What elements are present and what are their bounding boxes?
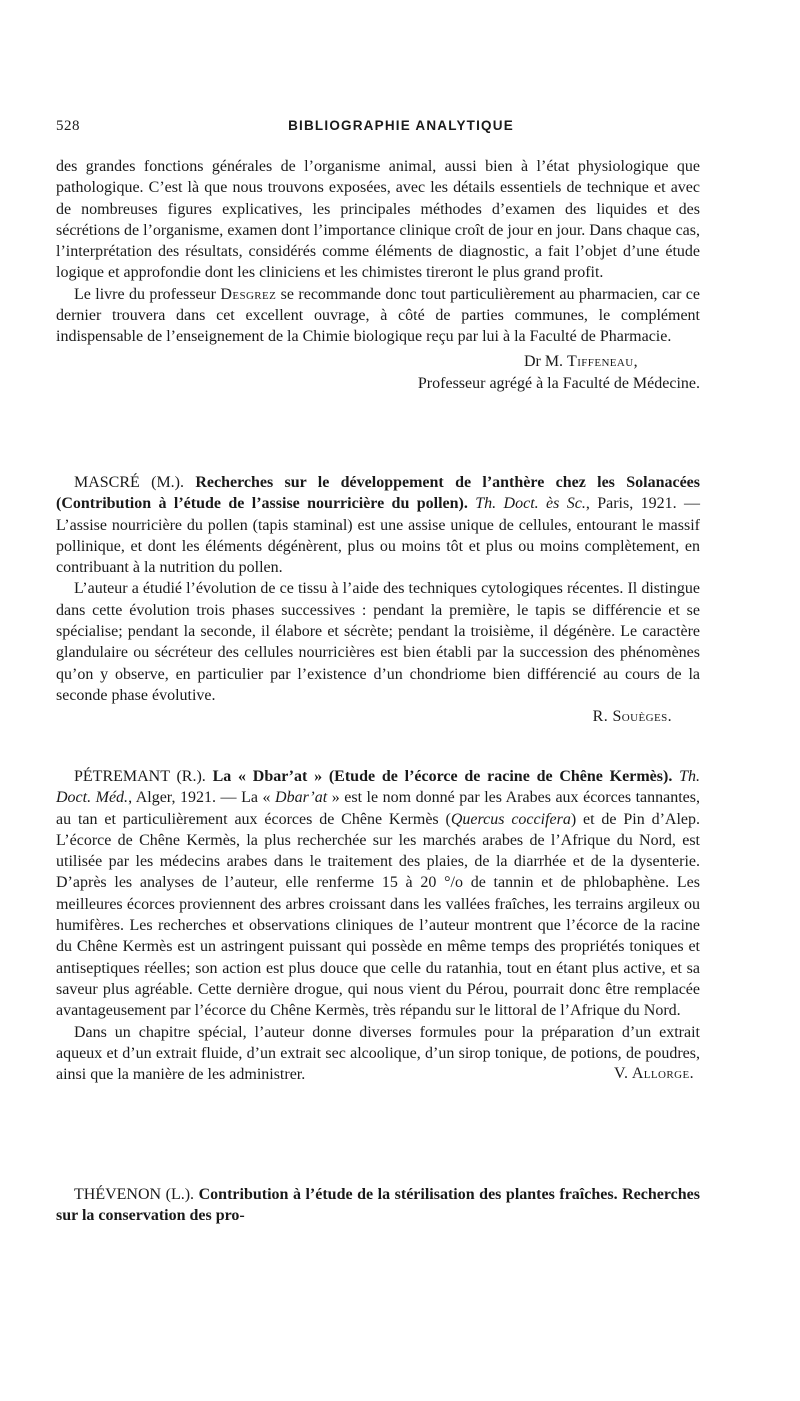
review-paragraph: Dans un chapitre spécial, l’auteur donne diverses formules pour la préparation d’un extrait aqueux et d’un extrait fluide, d’un extrait sec alcoolique, d’un sirop tonique, de potions, de poudres, ainsi que la manière de les administrer. [56,1023,700,1084]
review-heading-paragraph [56,1184,700,1227]
entry-author: THÉVENON (L.). [74,1186,195,1203]
running-title: BIBLIOGRAPHIE ANALYTIQUE [288,118,514,133]
entry-title: La « Dbar’at » (Etude de l’écorce de racine de Chêne Kermès). [212,768,673,785]
signature: Dr M. Tiffeneau, Professeur agrégé à la Faculté de Médecine. [56,351,700,395]
review-paragraph: des grandes fonctions générales de l’organisme animal, aussi bien à l’état physiologique que pathologique. C’est là que nous trouvons exposées, avec les détails essentiels de technique et avec de nombreuses figures explicatives, les principales méthodes d’examen des liquides et des sécrétions de l’organisme, examen dont l’importance clinique croît de jour en jour. Dans chaque cas, l’interprétation des résultats, considérés comme éléments de diagnostic, a fait l’objet d’une étude logique et approfondie dont les cliniciens et les chimistes tireront le plus grand profit. [56,158,700,282]
entry-thesis: Th. Doct. ès Sc. [475,495,586,513]
entry-thesis: Th. Doct. Méd. [56,768,701,807]
review-heading-paragraph: MASCRÉ (M.). Recherches sur le développement de l’anthère chez les Solanacées (Contribution à l’étude de l’assise nourricière du pollen). Th. Doct. ès Sc., Paris, 1921. — L’assise nourricière du pollen (tapis staminal) est une assise unique de cellules, entourant le massif pollinique, et dont les éléments dégénèrent, plus ou moins tôt et plus ou moins complètement, en contribuant à la nutrition du pollen. [56,474,701,577]
review-paragraph: L’auteur a étudié l’évolution de ce tissu à l’aide des techniques cytologiques récentes. Il distingue dans cette évolution trois phases successives : pendant la première, le tapis se différencie et se spécialise; pendant la seconde, il élabore et sécrète; pendant la troisième, il dégénère. Le caractère glandulaire ou sécréteur des cellules nourricières est bien établi par la succession des phénomènes qu’on y observe, en particulier par l’existence d’un chondriome bien différencié au cours de la seconde phase évolutive. [56,580,700,704]
review-heading-paragraph: PÉTREMANT (R.). La « Dbar’at » (Etude de l’écorce de racine de Chêne Kermès). Th. Doct. Méd., Alger, 1921. — La « Dbar’at » est le nom donné par les Arabes aux écorces tannantes, au tan et particulièrement aux écorces de Chêne Kermès (Quercus coccifera) et de Pin d’Alep. L’écorce de Chêne Kermès, la plus recherchée sur les marchés arabes de l’Afrique du Nord, est utilisée par les médecins arabes dans le traitement des plaies, de la diarrhée et de la dysenterie. D’après les analyses de l’auteur, elle renferme 15 à 20 °/o de tannin et de phlobaphène. Les meilleures écorces proviennent des arbres croissant dans les vallées fraîches, les terrains argileux ou humifères. Les recherches et observations cliniques de l’auteur montrent que l’écorce de la racine du Chêne Kermès est un astringent puissant qui possède en même temps des propriétés toniques et antiseptiques réelles; son action est plus douce que celle du ratanhia, tout en étant plus active, et sa saveur plus agréable. Cette dernière drogue, qui nous vient du Pérou, pourrait donc être remplacée avantageusement par l’écorce du Chêne Kermès, très répandu sur le littoral de l’Afrique du Nord. [56,768,701,1020]
page-number: 528 [56,118,80,134]
review-thevenon [56,1184,700,1227]
entry-title: Recherches sur le développement de l’anthère chez les Solanacées (Contribution à l’étude de l’assise nourricière du pollen). [56,474,701,513]
signature: V. Allorge. [614,1065,694,1083]
review-paragraph: Le livre du professeur Desgrez se recommande donc tout particulièrement au pharmacien, car ce dernier trouvera dans cet excellent ouvrage, à côté de parties communes, le complément indispensable de l’enseignement de la Chimie biologique reçu par lui à la Faculté de Pharmacie. [56,285,700,346]
signature: R. Souèges. [592,708,672,726]
page-header [56,118,746,142]
entry-title: Contribution à l’étude de la stérilisation des plantes fraîches. Recherches sur la conservation des pro- [56,1186,701,1225]
review-tiffeneau [56,156,700,395]
review-mascre [56,472,700,728]
signature-title: Professeur agrégé à la Faculté de Médecine. [417,374,700,392]
review-petremant [56,766,700,1085]
entry-author: MASCRÉ (M.). [74,474,184,491]
entry-author: PÉTREMANT (R.). [74,768,206,785]
author-name: Desgrez [220,285,277,303]
